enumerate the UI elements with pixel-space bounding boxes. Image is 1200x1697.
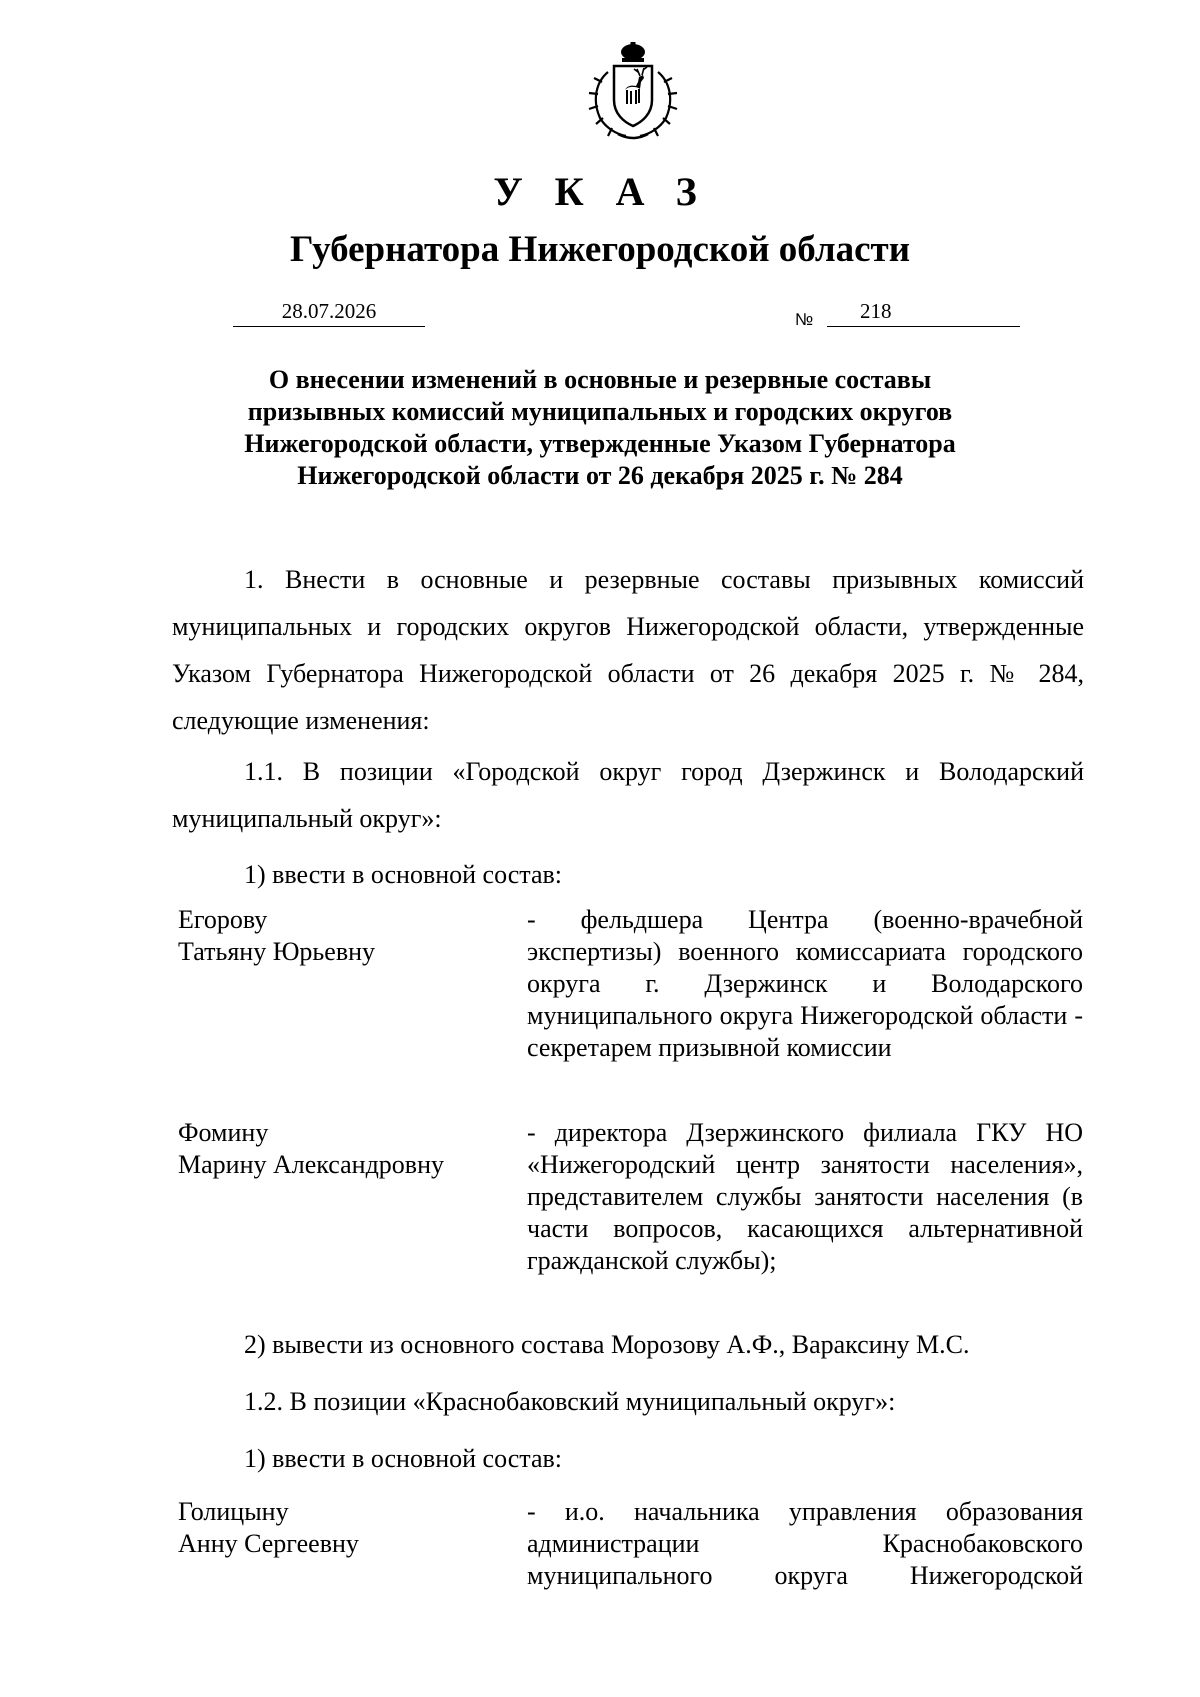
paragraph-1-1-item-1: 1) ввести в основной состав: <box>244 860 562 889</box>
person-given-names: Анну Сергеевну <box>178 1529 359 1558</box>
subject-line: Нижегородской области, утвержденные Указом Губернатора <box>244 429 956 458</box>
document-number: 218 <box>860 299 892 323</box>
paragraph-1-2: 1.2. В позиции «Краснобаковский муниципальный округ»: <box>244 1387 896 1416</box>
paragraph-1: 1. Внести в основные и резервные составы призывных комиссий муниципальных и городских округов Нижегородской области, утвержденные Указом Губернатора Нижегородской области от 26 декабря 2025 г. № 284, следующие изменения: <box>172 565 1084 735</box>
person-surname: Егорову <box>178 905 268 934</box>
number-sign: № <box>795 310 814 329</box>
coat-of-arms-emblem <box>578 42 688 144</box>
paragraph-1-2-item-1: 1) ввести в основной состав: <box>244 1444 562 1473</box>
person-role: - фельдшера Центра (военно-врачебной экспертизы) военного комиссариата городского округа г. Дзержинск и Володарского муниципального округа Нижегородской области - секретарем призывной комиссии <box>527 905 1083 1062</box>
document-subject <box>180 364 1020 492</box>
document-date: 28.07.2026 <box>233 300 425 327</box>
subject-line: О внесении изменений в основные и резервные составы <box>268 365 932 394</box>
person-given-names: Татьяну Юрьевну <box>178 937 376 966</box>
issuer-title: Губернатора Нижегородской области <box>289 229 911 270</box>
person-role: - и.о. начальника управления образования администрации Краснобаковского муниципального округа Нижегородской <box>527 1497 1083 1590</box>
person-given-names: Марину Александровну <box>178 1150 444 1179</box>
subject-line: Нижегородской области от 26 декабря 2025 г. № 284 <box>297 461 903 490</box>
person-role: - директора Дзержинского филиала ГКУ НО «Нижегородский центр занятости населения», представителем службы занятости населения (в части вопросов, касающихся альтернативной гражданской службы); <box>527 1118 1083 1275</box>
person-name <box>178 904 498 968</box>
document-number-field <box>827 300 1020 327</box>
person-surname: Голицыну <box>178 1497 289 1526</box>
person-surname: Фомину <box>178 1118 269 1147</box>
person-name <box>178 1496 498 1560</box>
paragraph-1-1-item-2: 2) вывести из основного состава Морозову А.Ф., Вараксину М.С. <box>244 1330 970 1359</box>
document-type-title: УКАЗ <box>493 169 729 214</box>
paragraph-1-1: 1.1. В позиции «Городской округ город Дзержинск и Володарский муниципальный округ»: <box>172 757 1084 833</box>
subject-line: призывных комиссий муниципальных и городских округов <box>247 397 953 426</box>
person-name <box>178 1117 498 1181</box>
